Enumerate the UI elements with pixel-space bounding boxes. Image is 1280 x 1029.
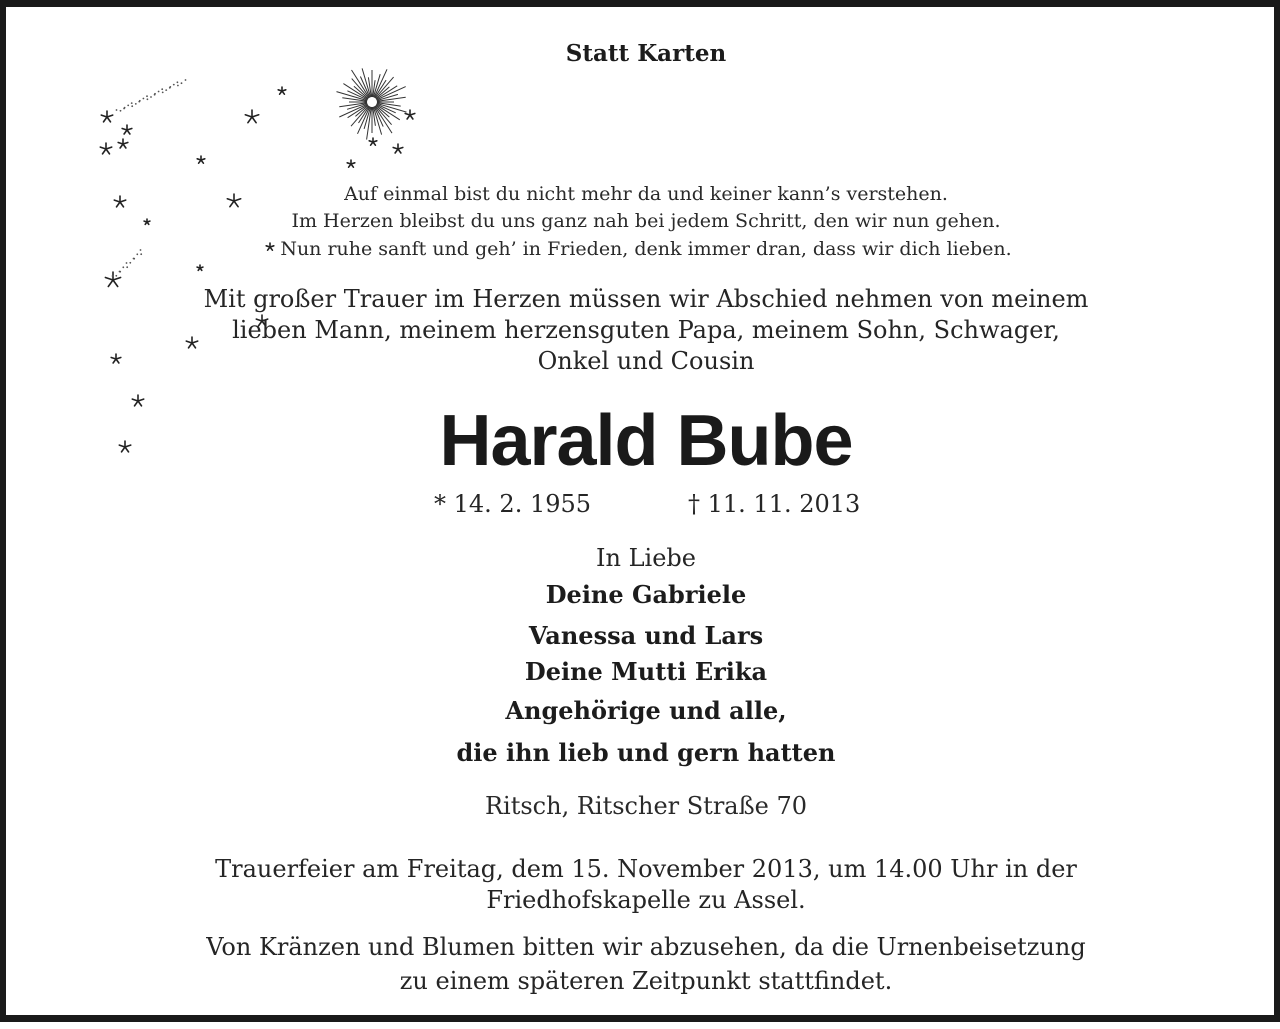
intro-line: Onkel und Cousin	[537, 347, 755, 375]
death-date: † 11. 11. 2013	[688, 490, 861, 518]
firework-icon	[337, 68, 407, 139]
address: Ritsch, Ritscher Straße 70	[484, 792, 808, 820]
request-line: Von Kränzen und Blumen bitten wir abzusehen, da die Urnenbeisetzung	[206, 933, 1086, 961]
request-line: zu einem späteren Zeitpunkt stattfindet.	[399, 967, 893, 995]
star-icon	[278, 87, 286, 94]
star-icon	[393, 144, 403, 153]
star-icon	[122, 125, 132, 134]
signature-line: Angehörige und alle,	[505, 696, 787, 725]
star-icon	[118, 139, 128, 148]
signature-line: Deine Gabriele	[545, 580, 747, 609]
funeral-line: Friedhofskapelle zu Assel.	[486, 886, 806, 914]
funeral-line: Trauerfeier am Freitag, dem 15. November 2013, um 14.00 Uhr in der	[215, 855, 1077, 883]
star-icon	[369, 138, 377, 145]
star-icon	[405, 110, 415, 119]
signature-line: Deine Mutti Erika	[524, 657, 768, 686]
star-icon	[197, 265, 203, 270]
star-icon	[347, 160, 355, 167]
star-icon	[101, 111, 112, 122]
notice-header: Statt Karten	[565, 40, 727, 67]
signature-line: Vanessa und Lars	[528, 621, 764, 650]
in-liebe-label: In Liebe	[596, 544, 696, 572]
poem-line: Auf einmal bist du nicht mehr da und keiner kann’s verstehen.	[344, 183, 948, 205]
star-icon	[197, 156, 205, 163]
star-icon	[100, 143, 111, 154]
poem-line: Nun ruhe sanft und geh’ in Frieden, denk immer dran, dass wir dich lieben.	[280, 238, 1012, 260]
poem-line: Im Herzen bleibst du uns ganz nah bei jedem Schritt, den wir nun gehen.	[291, 210, 1001, 232]
intro-line: lieben Mann, meinem herzensguten Papa, meinem Sohn, Schwager,	[232, 316, 1060, 344]
star-icon	[245, 110, 258, 123]
birth-date: * 14. 2. 1955	[434, 490, 592, 518]
intro-line: Mit großer Trauer im Herzen müssen wir Abschied nehmen von meinem	[203, 285, 1089, 313]
deceased-name: Harald Bube	[439, 401, 853, 481]
signature-line: die ihn lieb und gern hatten	[456, 738, 836, 767]
